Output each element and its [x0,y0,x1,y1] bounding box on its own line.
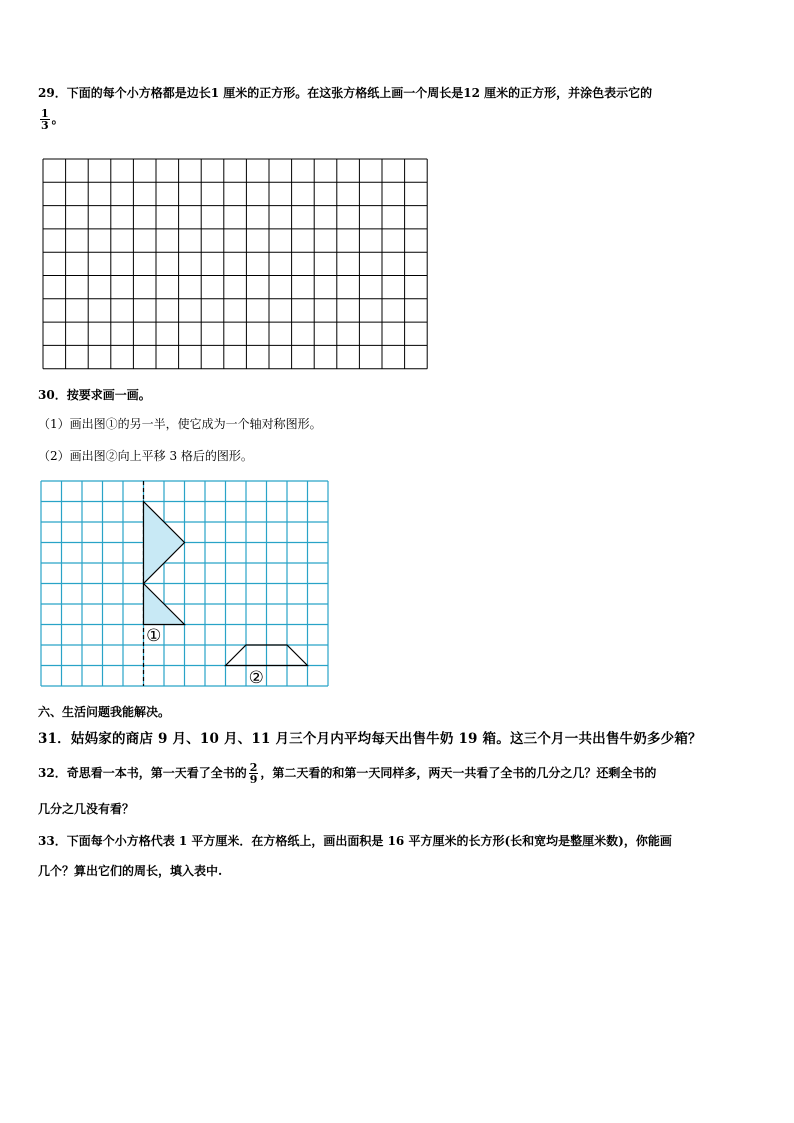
q30-grid [40,480,330,692]
q29-text: 29．下面的每个小方格都是边长1 厘米的正方形。在这张方格纸上画一个周长是12 厘米的正方形，并涂色表示它的 [38,86,653,100]
q32-line1 [38,762,656,785]
q33-text-a: 33．下面每个小方格代表 1 平方厘米．在方格纸上，画出面积是 16 平方厘米的长方形(长和宽均是整厘米数)，你能画 [38,834,672,848]
q32-text-b: ，第二天看的和第一天同样多，两天一共看了全书的几分之几？还剩全书的 [260,766,657,780]
q32-text-c: 几分之几没有看？ [38,802,135,816]
q29-fraction-denominator: 3 [41,119,49,132]
q29-fraction-numerator: 1 [41,107,49,120]
figure-1-label: ① [146,625,162,646]
q29-fraction [40,108,50,131]
q29-tail: 。 [51,112,64,126]
q32-fraction [249,762,259,785]
figure-2-label: ② [248,667,264,688]
q31-text: 31．姑妈家的商店 9 月、10 月、11 月三个月内平均每天出售牛奶 19 箱。这三个月一共出售牛奶多少箱？ [38,731,702,747]
q32-fraction-numerator: 2 [249,761,258,774]
q32-text-a: 32．奇思看一本书，第一天看了全书的 [38,766,247,780]
q30-title: 30．按要求画一画。 [38,388,151,402]
q32-fraction-denominator: 9 [249,773,258,786]
q29-fraction-line [38,108,64,131]
q29-grid [42,158,432,370]
q30-part2: （2）画出图②向上平移 3 格后的图形。 [38,449,253,463]
section6-title: 六、生活问题我能解决。 [38,705,171,719]
q33-text-b: 几个？算出它们的周长，填入表中. [38,864,223,878]
q30-part1: （1）画出图①的另一半，使它成为一个轴对称图形。 [38,417,322,431]
